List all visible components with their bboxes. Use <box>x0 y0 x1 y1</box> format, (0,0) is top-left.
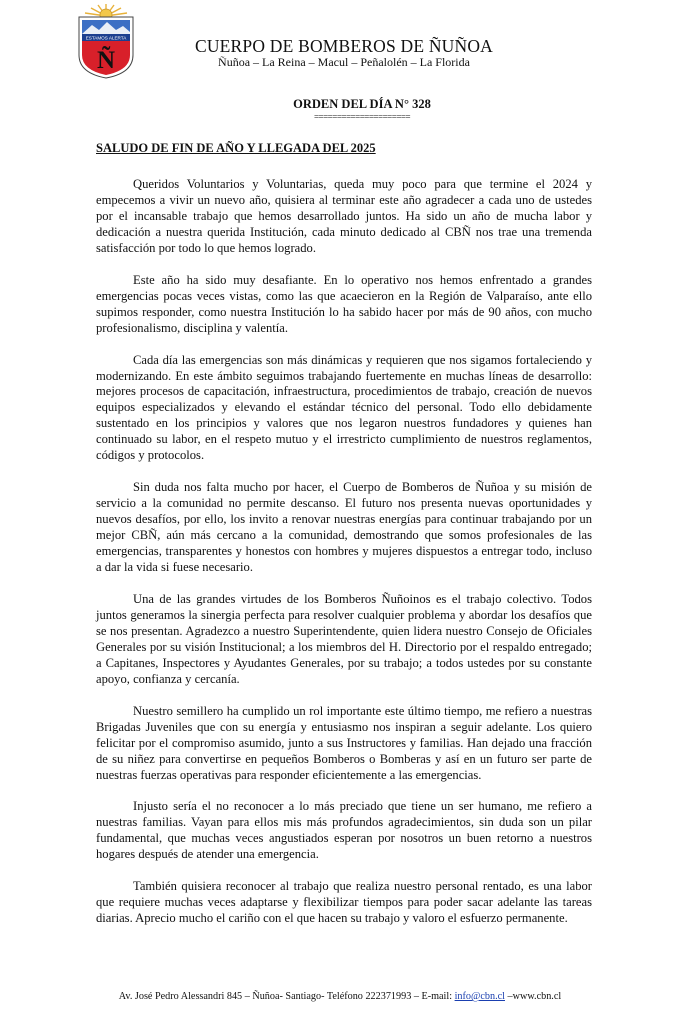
paragraph: También quisiera reconocer al trabajo que realiza nuestro personal rentado, es una labor que requiere muchas veces adaptarse y flexibilizar tiempos para poder sacar adelante las tareas diarias. Aprecio mucho el cariño con el que hacen su trabajo y valoro el esfuerzo permanente. <box>96 879 592 926</box>
footer-website: –www.cbn.cl <box>504 991 562 1002</box>
paragraph: Queridos Voluntarios y Voluntarias, queda muy poco para que termine el 2024 y empecemos a vivir un nuevo año, quisiera al terminar este año agradecer a cada uno de ustedes por el incansable trabajo que hemos desarrollado juntos. Ha sido un año de mucha labor y dedicación a nuestra querida Institución, cada minuto dedicado al CBÑ nos trae una tremenda satisfacción por todo lo que hemos logrado. <box>96 177 592 255</box>
paragraph: Sin duda nos falta mucho por hacer, el Cuerpo de Bomberos de Ñuñoa y su misión de servicio a la comunidad no permite descanso. El futuro nos presenta nuevas oportunidades y nuevos desafíos, por ello, los invito a renovar nuestras energías para continuar trabajando por un mejor CBÑ, aún más cercano a la comunidad, demostrando que somos profesionales de las emergencias, transparentes y honestos con hombres y mujeres dispuestos a entregar todo, incluso a dar la vida si fuese necesario. <box>96 480 592 575</box>
paragraph: Injusto sería el no reconocer a lo más preciado que tiene un ser humano, me refiero a nuestras familias. Vayan para ellos mis más profundos agradecimientos, sin duda son un pilar fundamental, que muchas veces angustiados esperan por nosotros un buen retorno a nuestros hogares después de atender una emergencia. <box>96 799 592 862</box>
logo-letter: Ñ <box>96 47 116 74</box>
paragraph: Una de las grandes virtudes de los Bomberos Ñuñoinos es el trabajo colectivo. Todos juntos generamos la sinergia perfecta para resolver cualquier problema y abordar los desafíos que se nos presentan. Agradezco a nuestro Superintendente, quien lidera nuestro Consejo de Oficiales Generales por su visión Institucional; a los miembros del H. Directorio por el respaldo entregado; a Capitanes, Inspectores y Ayudantes Generales, por su trabajo; a todos ustedes por su constante apoyo, confianza y cercanía. <box>96 591 592 686</box>
fire-department-shield-icon <box>76 3 136 79</box>
organization-title: CUERPO DE BOMBEROS DE ÑUÑOA <box>194 36 494 56</box>
email-link[interactable]: info@cbn.cl <box>454 991 505 1002</box>
paragraph: Este año ha sido muy desafiante. En lo operativo nos hemos enfrentado a grandes emergencias pocas veces vistas, como las que acaecieron en la Región de Valparaíso, ante ello supimos responder, como nuestra Institución lo ha sabido hacer por más de 90 años, con mucho profesionalismo, disciplina y valentía. <box>96 272 592 335</box>
institution-logo <box>76 3 136 79</box>
paragraph: Cada día las emergencias son más dinámicas y requieren que nos sigamos fortaleciendo y modernizando. En este ámbito seguimos trabajando fuertemente en muchas líneas de desarrollo: mejores procesos de capacitación, infraestructura, procedimientos de trabajo, creación de nuevos equipos especializados y elevando el estándar técnico del personal. Todo ello debidamente sustentado en los principios y valores que nos legaron nuestros fundadores y quienes han continuado su labor, en el respeto mutuo y el irrestricto cumplimiento de nuestros reglamentos, códigos y protocolos. <box>96 352 592 463</box>
footer-address: Av. José Pedro Alessandri 845 – Ñuñoa- Santiago- Teléfono 222371993 – E-mail: <box>118 991 455 1002</box>
organization-subtitle: Ñuñoa – La Reina – Macul – Peñalolén – La Florida <box>218 55 470 69</box>
letter-body <box>96 177 592 943</box>
title-underline-rule: ===================== <box>313 113 411 122</box>
page-footer <box>0 991 680 1002</box>
paragraph: Nuestro semillero ha cumplido un rol importante este último tiempo, me refiero a nuestras Brigadas Juveniles que con su energía y entusiasmo nos inspiran a seguir adelante. Los quiero felicitar por el compromiso asumido, junto a sus Instructores y familias. Han dejado una fracción de su niñez para convertirse en pequeños Bomberos o Bomberas y así en un futuro ser parte de nuestras fuerzas operativas para responder eficientemente a las emergencias. <box>96 703 592 782</box>
order-of-the-day-title: ORDEN DEL DÍA N° 328 <box>293 97 431 111</box>
logo-motto: ESTAMOS ALERTA <box>85 35 127 41</box>
section-title: SALUDO DE FIN DE AÑO Y LLEGADA DEL 2025 <box>96 141 376 155</box>
